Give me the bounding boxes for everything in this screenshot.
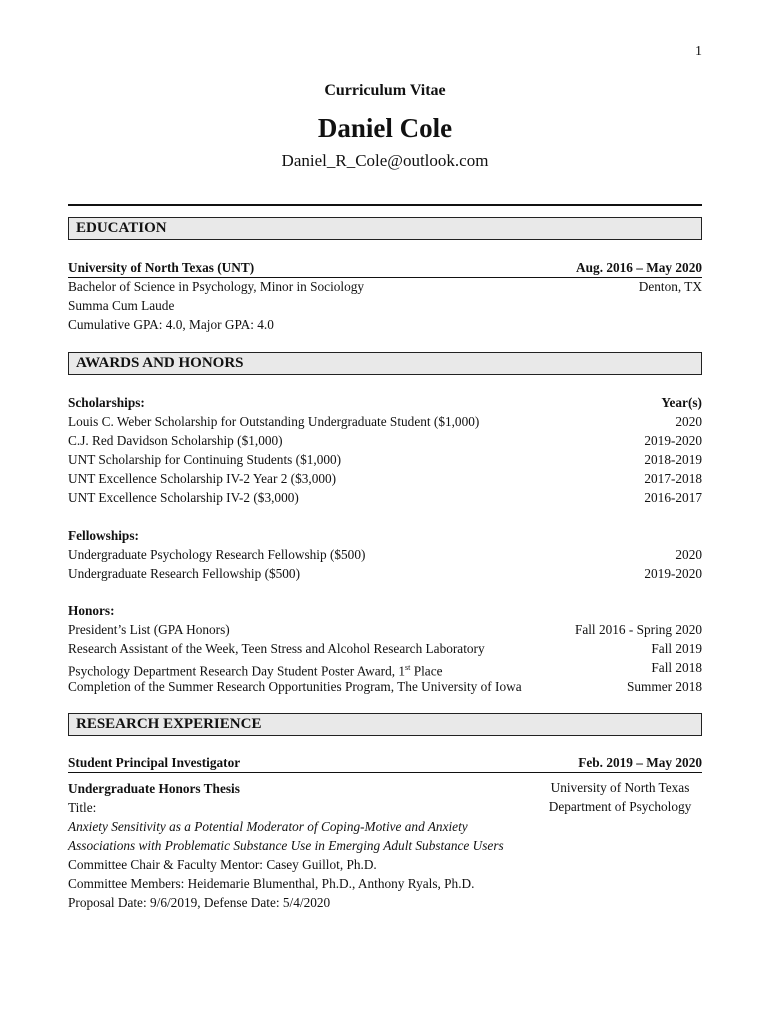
proposal-dates: Proposal Date: 9/6/2019, Defense Date: 5/4/2020 bbox=[68, 895, 331, 910]
fellowships-label: Fellowships: bbox=[68, 528, 139, 543]
scholarship-name: UNT Scholarship for Continuing Students ($1,000) bbox=[68, 452, 342, 467]
scholarship-name: Louis C. Weber Scholarship for Outstanding Undergraduate Student ($1,000) bbox=[68, 414, 480, 429]
thesis-title-line2: Associations with Problematic Substance Use in Emerging Adult Substance Users bbox=[68, 838, 504, 853]
fellowship-name: Undergraduate Research Fellowship ($500) bbox=[68, 566, 301, 581]
fellowship-name: Undergraduate Psychology Research Fellowship ($500) bbox=[68, 547, 366, 562]
education-school-row bbox=[68, 258, 702, 278]
research-section-bar bbox=[68, 713, 702, 736]
degree: Bachelor of Science in Psychology, Minor in Sociology bbox=[68, 279, 365, 294]
honor-year: Summer 2018 bbox=[627, 679, 702, 694]
list-item bbox=[68, 545, 702, 564]
committee-chair-row bbox=[68, 855, 702, 874]
research-org-line1: University of North Texas bbox=[550, 780, 690, 795]
research-role-row bbox=[68, 753, 702, 773]
research-org-line2: Department of Psychology bbox=[548, 799, 692, 814]
gpa: Cumulative GPA: 4.0, Major GPA: 4.0 bbox=[68, 317, 274, 332]
list-item bbox=[68, 620, 702, 639]
fellowships-header-row bbox=[68, 526, 702, 545]
scholarship-name: C.J. Red Davidson Scholarship ($1,000) bbox=[68, 433, 283, 448]
school-name: University of North Texas (UNT) bbox=[68, 260, 255, 275]
thesis-title-row-1 bbox=[68, 817, 702, 836]
scholarship-year: 2020 bbox=[675, 414, 702, 429]
thesis-title-row-2 bbox=[68, 836, 702, 855]
header-rule bbox=[68, 204, 702, 206]
education-honor-row bbox=[68, 296, 702, 315]
education-degree-row bbox=[68, 277, 702, 296]
list-item bbox=[68, 564, 702, 583]
honors-header-row bbox=[68, 601, 702, 620]
latin-honor: Summa Cum Laude bbox=[68, 298, 175, 313]
proposal-dates-row bbox=[68, 893, 702, 912]
education-section-bar bbox=[68, 217, 702, 240]
scholarship-year: 2019-2020 bbox=[644, 433, 702, 448]
committee-members-row bbox=[68, 874, 702, 893]
committee-members: Committee Members: Heidemarie Blumenthal, Ph.D., Anthony Ryals, Ph.D. bbox=[68, 876, 475, 891]
education-heading: EDUCATION bbox=[76, 220, 167, 236]
years-label: Year(s) bbox=[661, 395, 702, 410]
list-item bbox=[68, 488, 702, 507]
honor-name: Psychology Department Research Day Student Poster Award, 1st Place bbox=[68, 663, 443, 679]
thesis-title-label-row bbox=[68, 798, 702, 817]
honor-name: Completion of the Summer Research Opportunities Program, The University of Iowa bbox=[68, 679, 522, 694]
list-item bbox=[68, 677, 702, 696]
candidate-name: Daniel Cole bbox=[317, 113, 453, 143]
education-gpa-row bbox=[68, 315, 702, 334]
list-item bbox=[68, 412, 702, 431]
list-item bbox=[68, 639, 702, 658]
thesis-title-label: Title: bbox=[68, 800, 97, 815]
scholarship-year: 2016-2017 bbox=[644, 490, 702, 505]
scholarships-header-row bbox=[68, 393, 702, 412]
list-item bbox=[68, 469, 702, 488]
committee-chair: Committee Chair & Faculty Mentor: Casey Guillot, Ph.D. bbox=[68, 857, 377, 872]
list-item bbox=[68, 658, 702, 677]
scholarships-label: Scholarships: bbox=[68, 395, 145, 410]
awards-section-bar bbox=[68, 352, 702, 375]
page-number: 1 bbox=[695, 44, 702, 59]
document-label: Curriculum Vitae bbox=[324, 82, 446, 99]
scholarship-name: UNT Excellence Scholarship IV-2 Year 2 ($3,000) bbox=[68, 471, 337, 486]
awards-heading: AWARDS AND HONORS bbox=[76, 355, 244, 371]
research-role: Student Principal Investigator bbox=[68, 755, 241, 770]
email-address: Daniel_R_Cole@outlook.com bbox=[281, 151, 489, 170]
list-item bbox=[68, 450, 702, 469]
honors-label: Honors: bbox=[68, 603, 115, 618]
fellowship-year: 2019-2020 bbox=[644, 566, 702, 581]
education-dates: Aug. 2016 – May 2020 bbox=[576, 260, 702, 275]
scholarship-year: 2017-2018 bbox=[644, 471, 702, 486]
fellowship-year: 2020 bbox=[675, 547, 702, 562]
research-dates: Feb. 2019 – May 2020 bbox=[578, 755, 702, 770]
research-heading: RESEARCH EXPERIENCE bbox=[76, 716, 262, 732]
thesis-title-line1: Anxiety Sensitivity as a Potential Moderator of Coping-Motive and Anxiety bbox=[68, 819, 468, 834]
scholarship-year: 2018-2019 bbox=[644, 452, 702, 467]
honor-name: Research Assistant of the Week, Teen Stress and Alcohol Research Laboratory bbox=[68, 641, 485, 656]
honor-name: President’s List (GPA Honors) bbox=[68, 622, 230, 637]
honor-year: Fall 2019 bbox=[651, 641, 702, 656]
honor-year: Fall 2018 bbox=[651, 660, 702, 675]
research-project: Undergraduate Honors Thesis bbox=[68, 781, 240, 796]
education-location: Denton, TX bbox=[638, 279, 702, 294]
honor-year: Fall 2016 - Spring 2020 bbox=[574, 622, 702, 637]
list-item bbox=[68, 431, 702, 450]
scholarship-name: UNT Excellence Scholarship IV-2 ($3,000) bbox=[68, 490, 299, 505]
